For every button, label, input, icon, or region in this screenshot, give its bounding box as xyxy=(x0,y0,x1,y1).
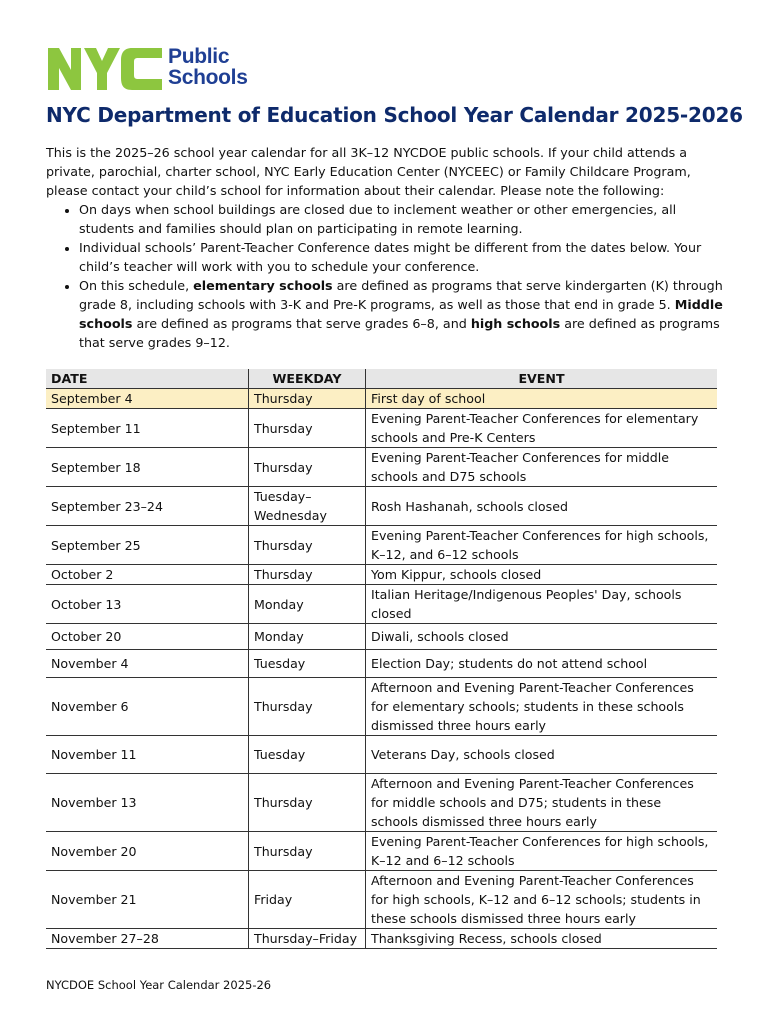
table-row xyxy=(46,526,717,565)
cell-date: September 4 xyxy=(46,389,249,409)
definition-text: are defined as programs that serve grades 9–12. xyxy=(79,316,720,350)
cell-date: November 11 xyxy=(46,736,249,774)
cell-date: October 13 xyxy=(46,585,249,624)
term-high: high schools xyxy=(470,316,561,331)
header-event: EVENT xyxy=(366,369,718,389)
cell-event: Diwali, schools closed xyxy=(366,624,718,650)
cell-event: Thanksgiving Recess, schools closed xyxy=(366,929,718,949)
cell-weekday: Thursday xyxy=(249,448,366,487)
cell-weekday: Tuesday xyxy=(249,650,366,678)
cell-date: September 25 xyxy=(46,526,249,565)
cell-weekday: Thursday xyxy=(249,565,366,585)
logo-wordmark xyxy=(168,46,248,88)
definition-text: are defined as programs that serve grades 6–8, and xyxy=(132,316,471,331)
cell-event: Afternoon and Evening Parent-Teacher Conferences for middle schools and D75; students in these schools dismissed three hours early xyxy=(366,774,718,832)
header-date: DATE xyxy=(46,369,249,389)
cell-date: November 21 xyxy=(46,871,249,929)
cell-event: Yom Kippur, schools closed xyxy=(366,565,718,585)
cell-weekday: Tuesday xyxy=(249,736,366,774)
table-row xyxy=(46,736,717,774)
table-row xyxy=(46,678,717,736)
cell-event: Evening Parent-Teacher Conferences for high schools, K–12, and 6–12 schools xyxy=(366,526,718,565)
term-middle: Middle schools xyxy=(79,297,723,331)
cell-event: Evening Parent-Teacher Conferences for elementary schools and Pre-K Centers xyxy=(366,409,718,448)
cell-date: November 4 xyxy=(46,650,249,678)
table-header-row xyxy=(46,369,717,389)
table-row xyxy=(46,929,717,949)
note-school-definitions xyxy=(79,276,726,352)
cell-weekday: Thursday–Friday xyxy=(249,929,366,949)
cell-event: Veterans Day, schools closed xyxy=(366,736,718,774)
note-conference-dates: • Individual schools’ Parent-Teacher Conference dates might be different from the dates below. Your child’s teacher will work with you to schedule your conference. xyxy=(79,238,726,276)
cell-event: Italian Heritage/Indigenous Peoples' Day, schools closed xyxy=(366,585,718,624)
term-elementary: elementary schools xyxy=(193,278,333,293)
cell-date: September 11 xyxy=(46,409,249,448)
table-row xyxy=(46,448,717,487)
cell-date: October 2 xyxy=(46,565,249,585)
cell-date: September 23–24 xyxy=(46,487,249,526)
table-row xyxy=(46,832,717,871)
nyc-public-schools-logo xyxy=(46,40,274,96)
definition-text: are defined as programs that serve kindergarten (K) through grade 8, including schools with 3-K and Pre-K programs, as well as those that end in grade 5. xyxy=(79,278,723,312)
table-row xyxy=(46,487,717,526)
logo-line-public: Public xyxy=(168,45,230,68)
notes-list xyxy=(46,200,726,352)
cell-event: First day of school xyxy=(366,389,718,409)
calendar-table xyxy=(46,369,717,949)
cell-weekday: Thursday xyxy=(249,832,366,871)
page-title: NYC Department of Education School Year Calendar 2025-2026 xyxy=(46,103,743,127)
table-row xyxy=(46,650,717,678)
header-weekday: WEEKDAY xyxy=(249,369,366,389)
cell-weekday: Thursday xyxy=(249,409,366,448)
table-row xyxy=(46,389,717,409)
cell-weekday: Monday xyxy=(249,624,366,650)
logo-line-schools: Schools xyxy=(168,66,248,89)
table-row xyxy=(46,565,717,585)
note-remote-learning: • On days when school buildings are closed due to inclement weather or other emergencies, all students and families should plan on participating in remote learning. xyxy=(79,200,726,238)
cell-weekday: Thursday xyxy=(249,774,366,832)
cell-event: Election Day; students do not attend school xyxy=(366,650,718,678)
cell-event: Evening Parent-Teacher Conferences for high schools, K–12 and 6–12 schools xyxy=(366,832,718,871)
cell-event: Rosh Hashanah, schools closed xyxy=(366,487,718,526)
cell-event: Afternoon and Evening Parent-Teacher Conferences for high schools, K–12 and 6–12 schools; students in these schools dismissed three hours early xyxy=(366,871,718,929)
table-row xyxy=(46,624,717,650)
intro-paragraph: This is the 2025–26 school year calendar for all 3K–12 NYCDOE public schools. If your child attends a private, parochial, charter school, NYC Early Education Center (NYCEEC) or Family Childcare Program, please contact your child’s school for information about their calendar. Please note the following: xyxy=(46,145,691,198)
table-row xyxy=(46,585,717,624)
cell-weekday: Thursday xyxy=(249,526,366,565)
cell-date: November 6 xyxy=(46,678,249,736)
intro-section xyxy=(46,143,726,352)
cell-weekday: Monday xyxy=(249,585,366,624)
cell-date: November 27–28 xyxy=(46,929,249,949)
cell-date: September 18 xyxy=(46,448,249,487)
table-row xyxy=(46,409,717,448)
cell-event: Evening Parent-Teacher Conferences for middle schools and D75 schools xyxy=(366,448,718,487)
cell-weekday: Thursday xyxy=(249,389,366,409)
cell-event: Afternoon and Evening Parent-Teacher Conferences for elementary schools; students in these schools dismissed three hours early xyxy=(366,678,718,736)
page-footer: NYCDOE School Year Calendar 2025-26 xyxy=(46,978,272,992)
table-row xyxy=(46,871,717,929)
nyc-logo-icon xyxy=(46,44,164,94)
cell-date: November 20 xyxy=(46,832,249,871)
cell-weekday: Thursday xyxy=(249,678,366,736)
definition-text: On this schedule, xyxy=(79,278,194,293)
table-row xyxy=(46,774,717,832)
cell-date: October 20 xyxy=(46,624,249,650)
cell-weekday: Tuesday–Wednesday xyxy=(249,487,366,526)
cell-weekday: Friday xyxy=(249,871,366,929)
cell-date: November 13 xyxy=(46,774,249,832)
